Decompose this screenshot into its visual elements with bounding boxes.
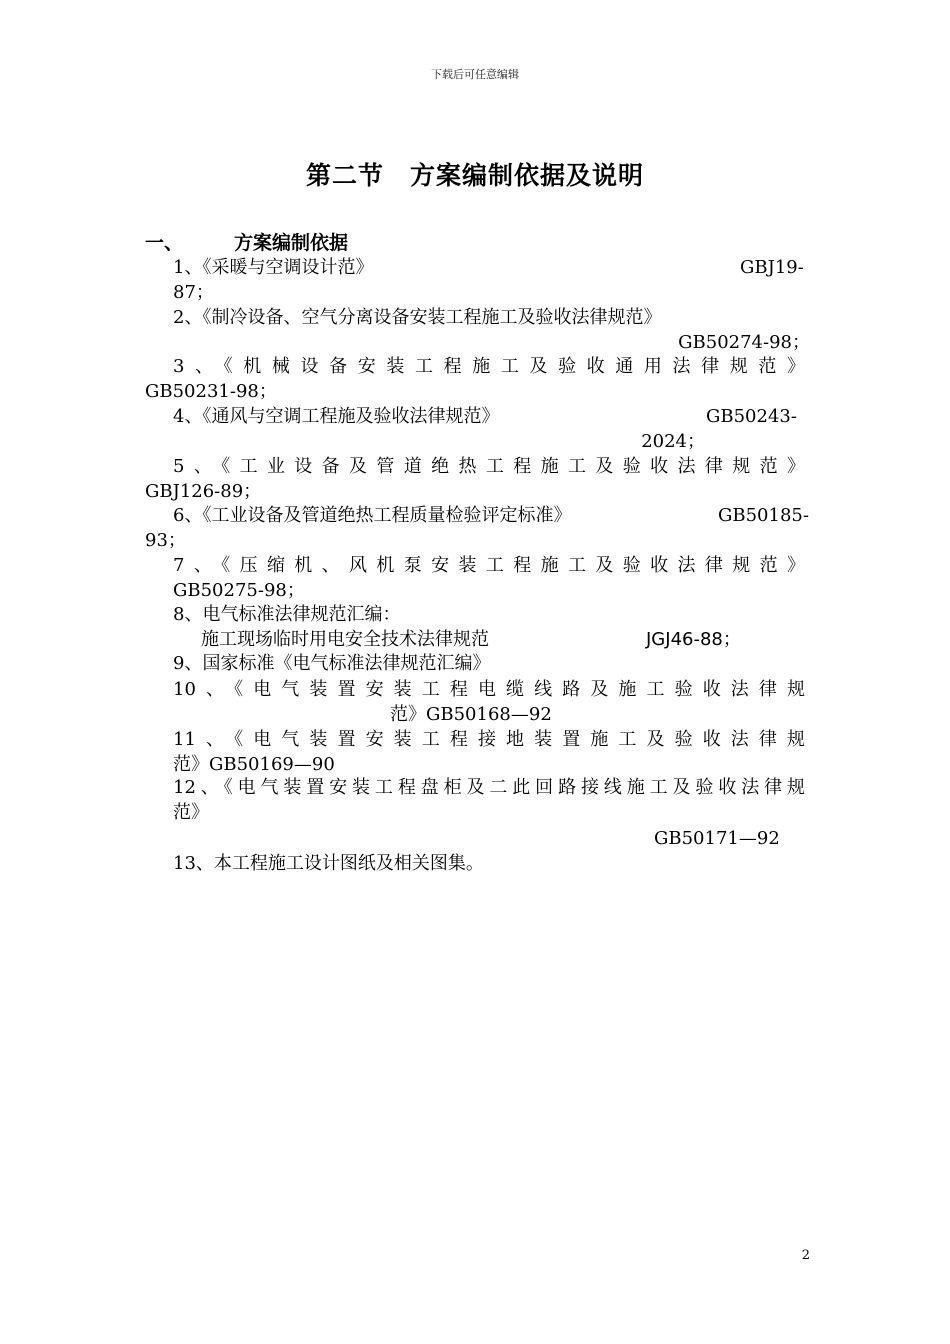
item-11-text: 11、《电气装置安装工程接地装置施工及验收法律规 xyxy=(173,729,805,750)
item-8-sub-code: JGJ46-88； xyxy=(646,629,741,650)
item-13-text: 13、本工程施工设计图纸及相关图集。 xyxy=(173,853,484,874)
item-12-text: 12、《电气装置安装工程盘柜及二此回路接线施工及验收法律规 xyxy=(173,777,805,798)
item-4-code: GB50243- xyxy=(706,406,797,427)
item-2-text: 2、《制冷设备、空气分离设备安装工程施工及验收法律规范》 xyxy=(173,307,662,328)
section-title: 方案编制依据 xyxy=(234,232,349,254)
item-1-code-cont: 87； xyxy=(173,282,214,303)
item-8-text: 8、电气标准法律规范汇编： xyxy=(173,604,401,625)
item-10-text: 10、《电气装置安装工程电缆线路及施工验收法律规 xyxy=(173,679,805,700)
page-title: 第二节 方案编制依据及说明 xyxy=(305,161,644,190)
item-4-code-cont: 2024； xyxy=(641,431,705,452)
item-10-cont: 范》GB50168—92 xyxy=(390,704,552,725)
page-header: 下载后可任意编辑 xyxy=(431,68,519,81)
item-4-text: 4、《通风与空调工程施及验收法律规范》 xyxy=(173,406,500,427)
item-8-sub-text: 施工现场临时用电安全技术法律规范 xyxy=(201,629,489,650)
item-6-code-cont: 93； xyxy=(145,530,186,551)
item-6-text: 6、《工业设备及管道绝热工程质量检验评定标准》 xyxy=(173,505,572,526)
item-3-code: GB50231-98； xyxy=(145,381,277,402)
section-number: 一、 xyxy=(145,232,184,254)
item-2-code: GB50274-98； xyxy=(678,332,810,353)
item-3-text: 3、《机械设备安装工程施工及验收通用法律规范》 xyxy=(173,356,805,377)
item-11-cont: 范》GB50169—90 xyxy=(173,754,335,775)
item-5-code: GBJ126-89； xyxy=(145,481,262,502)
item-12-code: GB50171—92 xyxy=(654,828,780,849)
item-9-text: 9、国家标准《电气标准法律规范汇编》 xyxy=(173,653,491,674)
item-7-text: 7、《压缩机、风机泵安装工程施工及验收法律规范》 xyxy=(173,555,805,576)
item-1-text: 1、《采暖与空调设计范》 xyxy=(173,257,374,278)
page-number: 2 xyxy=(801,1248,810,1263)
item-12-cont: 范》 xyxy=(173,802,209,823)
item-5-text: 5、《工业设备及管道绝热工程施工及验收法律规范》 xyxy=(173,456,805,477)
item-7-code: GB50275-98； xyxy=(173,580,305,601)
item-1-code: GBJ19- xyxy=(740,257,804,278)
item-6-code: GB50185- xyxy=(718,505,809,526)
